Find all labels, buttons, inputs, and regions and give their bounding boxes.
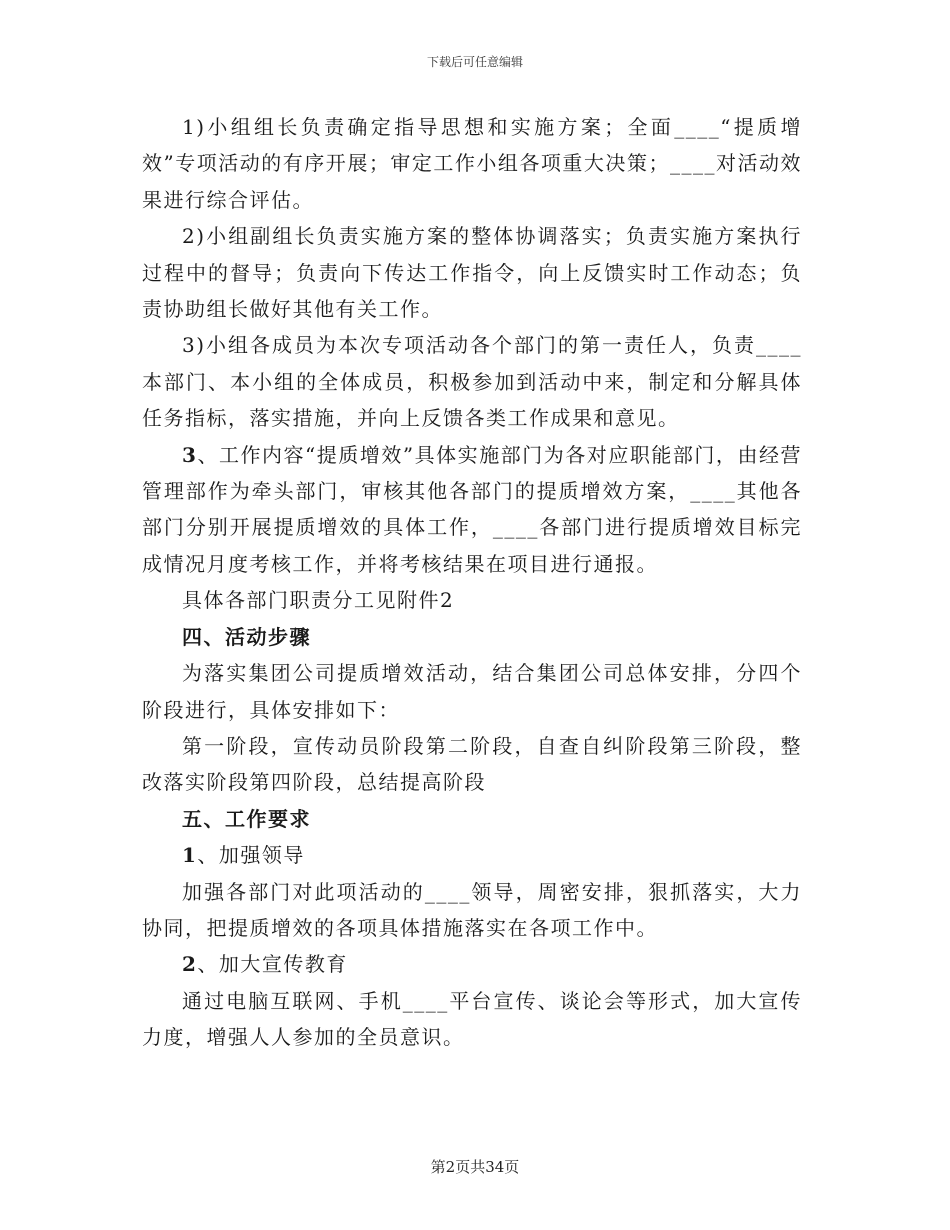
paragraph-text: 、工作内容“提质增效”具体实施部门为各对应职能部门，由经营管理部作为牵头部门，审核其他各部门的提质增效方案，____其他各部门分别开展提质增效的具体工作，____各部门进行提质增效目标完成情况月度考核工作，并将考核结果在项目进行通报。 [142,442,802,576]
document-body [142,109,802,1056]
paragraph-leader-duties: 1)小组组长负责确定指导思想和实施方案；全面____“提质增效”专项活动的有序开展；审定工作小组各项重大决策；____对活动效果进行综合评估。 [142,115,802,212]
section-heading-work-requirements: 五、工作要求 [182,806,311,831]
subheading-text: 、加大宣传教育 [197,952,348,977]
page-header: 下载后可任意编辑 [426,55,523,69]
paragraph-deputy-duties: 2)小组副组长负责实施方案的整体协调落实；负责实施方案执行过程中的督导；负责向下传达工作指令，向上反馈实时工作动态；负责协助组长做好其他有关工作。 [142,224,802,322]
section-heading-activity-steps: 四、活动步骤 [182,624,311,649]
item-number: 3 [182,442,198,467]
item-number: 1 [182,843,198,868]
paragraph-leadership: 加强各部门对此项活动的____领导，周密安排，狠抓落实，大力协同，把提质增效的各项具体措施落实在各项工作中。 [142,879,802,940]
paragraph-attachment-note: 具体各部门职责分工见附件2 [182,588,455,613]
subheading-publicity [142,946,802,982]
paragraph-stages: 第一阶段，宣传动员阶段第二阶段，自查自纠阶段第三阶段，整改落实阶段第四阶段，总结提高阶段 [142,733,802,795]
subheading-text: 、加强领导 [197,843,305,868]
page-footer: 第2页共34页 [430,1158,520,1176]
subheading-strengthen-leadership [142,837,802,873]
paragraph-publicity: 通过电脑互联网、手机____平台宣传、谈论会等形式，加大宣传力度，增强人人参加的全员意识。 [142,988,802,1050]
paragraph-work-content [142,437,802,583]
paragraph-steps-intro: 为落实集团公司提质增效活动，结合集团公司总体安排，分四个阶段进行，具体安排如下： [142,661,802,722]
item-number: 2 [182,952,198,977]
paragraph-member-duties: 3)小组各成员为本次专项活动各个部门的第一责任人，负责____本部门、本小组的全体成员，积极参加到活动中来，制定和分解具体任务指标，落实措施，并向上反馈各类工作成果和意见。 [142,333,802,431]
